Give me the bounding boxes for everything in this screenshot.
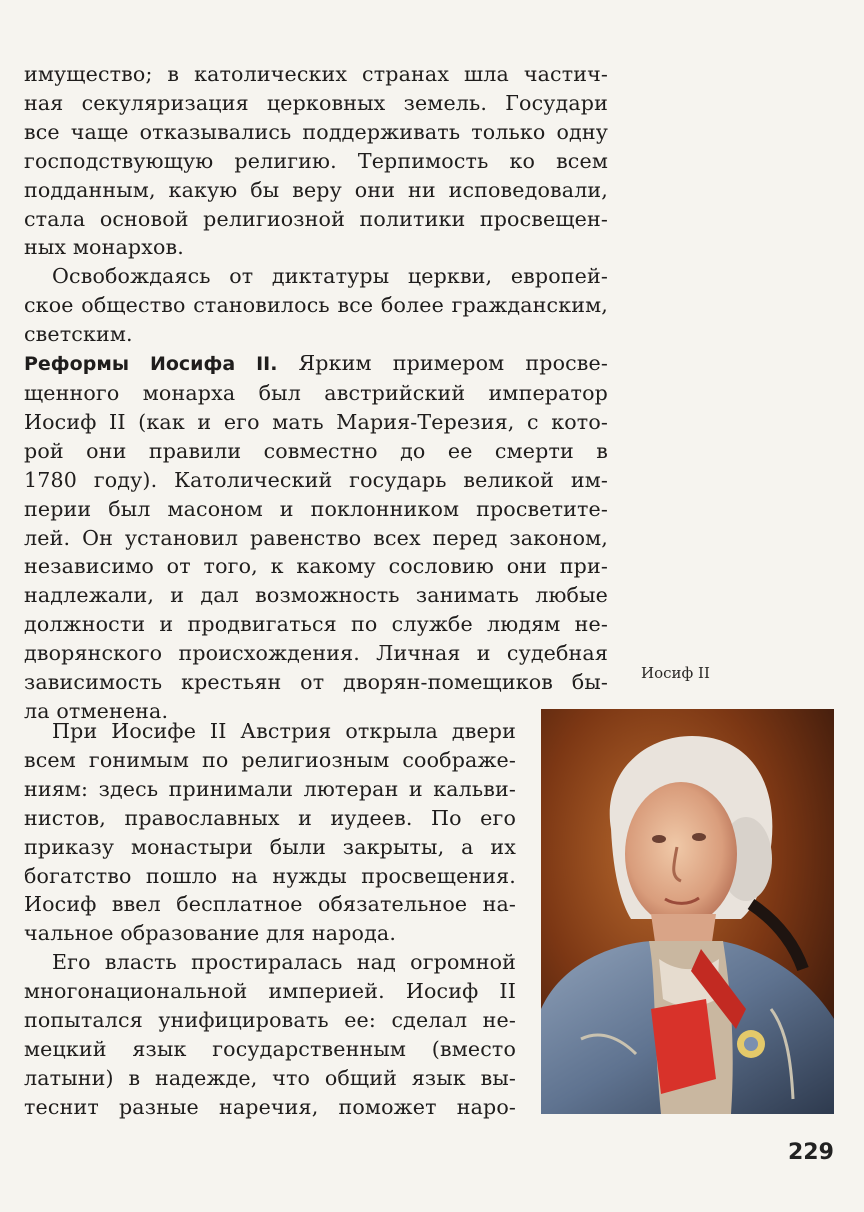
text-line: Иосиф ввел бесплатное обязательное на-: [24, 892, 516, 917]
text-line: дворянского происхождения. Личная и судебная: [24, 641, 608, 666]
text-line: чальное образование для народа.: [24, 921, 397, 946]
paragraph-empire-unification: [24, 948, 516, 1121]
text-line: Его власть простиралась над огромной: [52, 950, 516, 975]
text-line: нистов, православных и иудеев. По его: [24, 805, 516, 830]
text-line: При Иосифе II Австрия открыла двери: [52, 719, 516, 743]
text-line: мецкий язык государственным (вместо: [24, 1036, 516, 1061]
text-line: имущество; в католических странах шла частич-: [24, 62, 608, 86]
portrait-joseph-ii: [541, 709, 834, 1114]
text-line: 1780 году). Католический государь великой им-: [24, 467, 608, 492]
text-line: подданным, какую бы веру они ни исповедовали,: [24, 177, 608, 202]
section-heading: Реформы Иосифа II.: [24, 353, 278, 376]
text-line: теснит разные наречия, поможет наро-: [24, 1094, 516, 1119]
text-line: ла отменена.: [24, 698, 169, 723]
text-line: богатство пошло на нужды просвещения.: [24, 863, 516, 888]
text-line: зависимость крестьян от дворян-помещиков бы-: [24, 670, 608, 695]
paragraph-secular-society: [24, 262, 608, 349]
text-line: стала основой религиозной политики просвещен-: [24, 206, 608, 231]
text-line: лей. Он установил равенство всех перед законом,: [24, 525, 608, 550]
text-line: господствующую религию. Терпимость ко всем: [24, 148, 608, 173]
text-line: ское общество становилось все более гражданским,: [24, 293, 608, 318]
paragraph-religious-refugees: [24, 717, 516, 948]
main-text-column: [24, 60, 608, 726]
page-number: 229: [788, 1140, 834, 1165]
text-line: приказу монастыри были закрыты, а их: [24, 834, 516, 859]
text-line: латыни) в надежде, что общий язык вы-: [24, 1065, 516, 1090]
text-line: многонациональной империей. Иосиф II: [24, 979, 516, 1004]
text-line: ная секуляризация церковных земель. Государи: [24, 90, 608, 115]
text-line: Иосиф II (как и его мать Мария-Терезия, с кото-: [24, 409, 608, 434]
section-reforms-joseph: [24, 349, 608, 726]
text-line: надлежали, и дал возможность занимать любые: [24, 583, 608, 608]
text-line: рой они правили совместно до ее смерти в: [24, 438, 608, 463]
text-line: должности и продвигаться по службе людям не-: [24, 612, 608, 637]
text-line: щенного монарха был австрийский император: [24, 380, 608, 405]
narrow-text-column: [24, 717, 516, 1122]
text-line: независимо от того, к какому сословию они при-: [24, 554, 608, 579]
text-line: всем гонимым по религиозным соображе-: [24, 747, 516, 772]
text-fragment: Ярким примером просве-: [298, 351, 608, 376]
paragraph-tolerance: [24, 60, 608, 262]
text-line: перии был масоном и поклонником просветите-: [24, 496, 608, 521]
text-line: светским.: [24, 322, 133, 347]
text-line: ных монархов.: [24, 235, 184, 260]
section-first-line: [24, 349, 608, 379]
text-line: ниям: здесь принимали лютеран и кальви-: [24, 776, 516, 801]
text-line: все чаще отказывались поддерживать только одну: [24, 119, 608, 144]
text-line: попытался унифицировать ее: сделал не-: [24, 1008, 516, 1033]
text-line: Освобождаясь от диктатуры церкви, европей-: [52, 264, 608, 289]
portrait-caption: Иосиф II: [641, 664, 710, 682]
